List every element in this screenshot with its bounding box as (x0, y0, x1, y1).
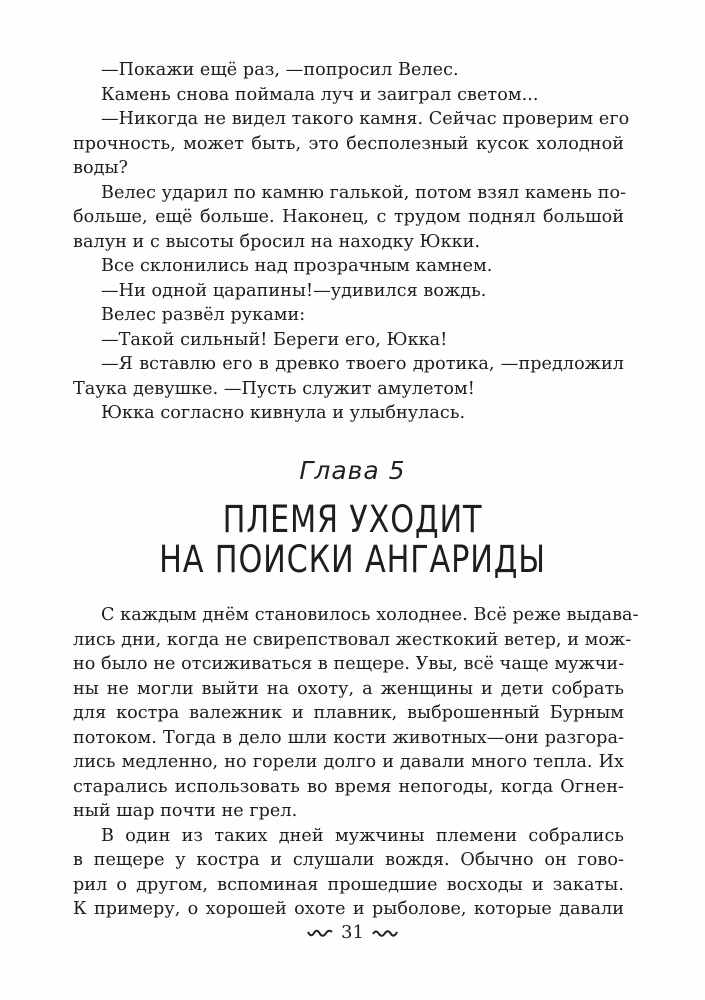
text-line: Велес ударил по камню галькой, потом взял камень по- (101, 182, 627, 203)
text-line: —Ни одной царапины!—удивился вождь. (101, 280, 487, 301)
text-line: —Никогда не видел такого камня. Сейчас проверим его (101, 109, 630, 129)
text-line: лись дни, когда не свирепствовал жесткокий ветер, и мож- (73, 629, 632, 650)
text-line: Таука девушке. —Пусть служит амулетом! (73, 378, 475, 399)
text-line: рил о другом, вспоминая прошедшие восходы и закаты. (73, 874, 624, 895)
text-line: Все склонились над прозрачным камнем. (101, 256, 493, 276)
text-line: прочность, может быть, это бесполезный кусок холодной (73, 133, 624, 154)
text-line: —Я вставлю его в древко твоего дротика, —предложил (101, 354, 624, 374)
text-line: С каждым днём становилось холоднее. Всё реже выдава- (101, 605, 639, 625)
text-line: Камень снова поймала луч и заиграл светом... (101, 84, 539, 105)
text-line: —Покажи ещё раз, —попросил Велес. (101, 60, 459, 80)
text-section-top (73, 58, 630, 426)
page-number: 31 (341, 922, 364, 943)
chapter-title-line-1: ПЛЕМЯ УХОДИТ (222, 498, 483, 541)
text-line: В один из таких дней мужчины племени собрались (101, 825, 624, 846)
text-line: для костра валежник и плавник, выброшенный Бурным (73, 703, 624, 723)
text-line: больше, ещё больше. Наконец, с трудом поднял большой (73, 207, 624, 227)
text-line: —Такой сильный! Береги его, Юкка! (101, 329, 448, 350)
chapter-title-line-2: НА ПОИСКИ АНГАРИДЫ (159, 538, 546, 581)
text-line: Юкка согласно кивнула и улыбнулась. (101, 403, 466, 423)
text-line: валун и с высоты бросил на находку Юкки. (73, 231, 481, 252)
text-line: в пещере у костра и слушали вождя. Обычно он гово- (73, 850, 624, 870)
text-line: Велес развёл руками: (101, 305, 306, 325)
text-line: лись медленно, но горели долго и давали много тепла. Их (73, 752, 624, 772)
wave-ornament-left-icon (307, 923, 333, 944)
text-line: воды? (73, 158, 129, 178)
chapter-number: Глава 5 (299, 456, 406, 485)
wave-ornament-right-icon (372, 923, 398, 944)
text-line: К примеру, о хорошей охоте и рыболове, которые давали (73, 899, 624, 919)
text-section-bottom (73, 603, 639, 922)
text-line: старались использовать во время непогоды, когда Огнен- (73, 776, 624, 797)
text-line: потоком. Тогда в дело шли кости животных—они разгора- (73, 727, 624, 748)
text-line: но было не отсиживаться в пещере. Увы, всё чаще мужчи- (73, 654, 625, 674)
text-line: ны не могли выйти на охоту, а женщины и дети собрать (73, 678, 624, 699)
text-line: ный шар почти не грел. (73, 801, 298, 821)
page-footer (0, 922, 705, 944)
